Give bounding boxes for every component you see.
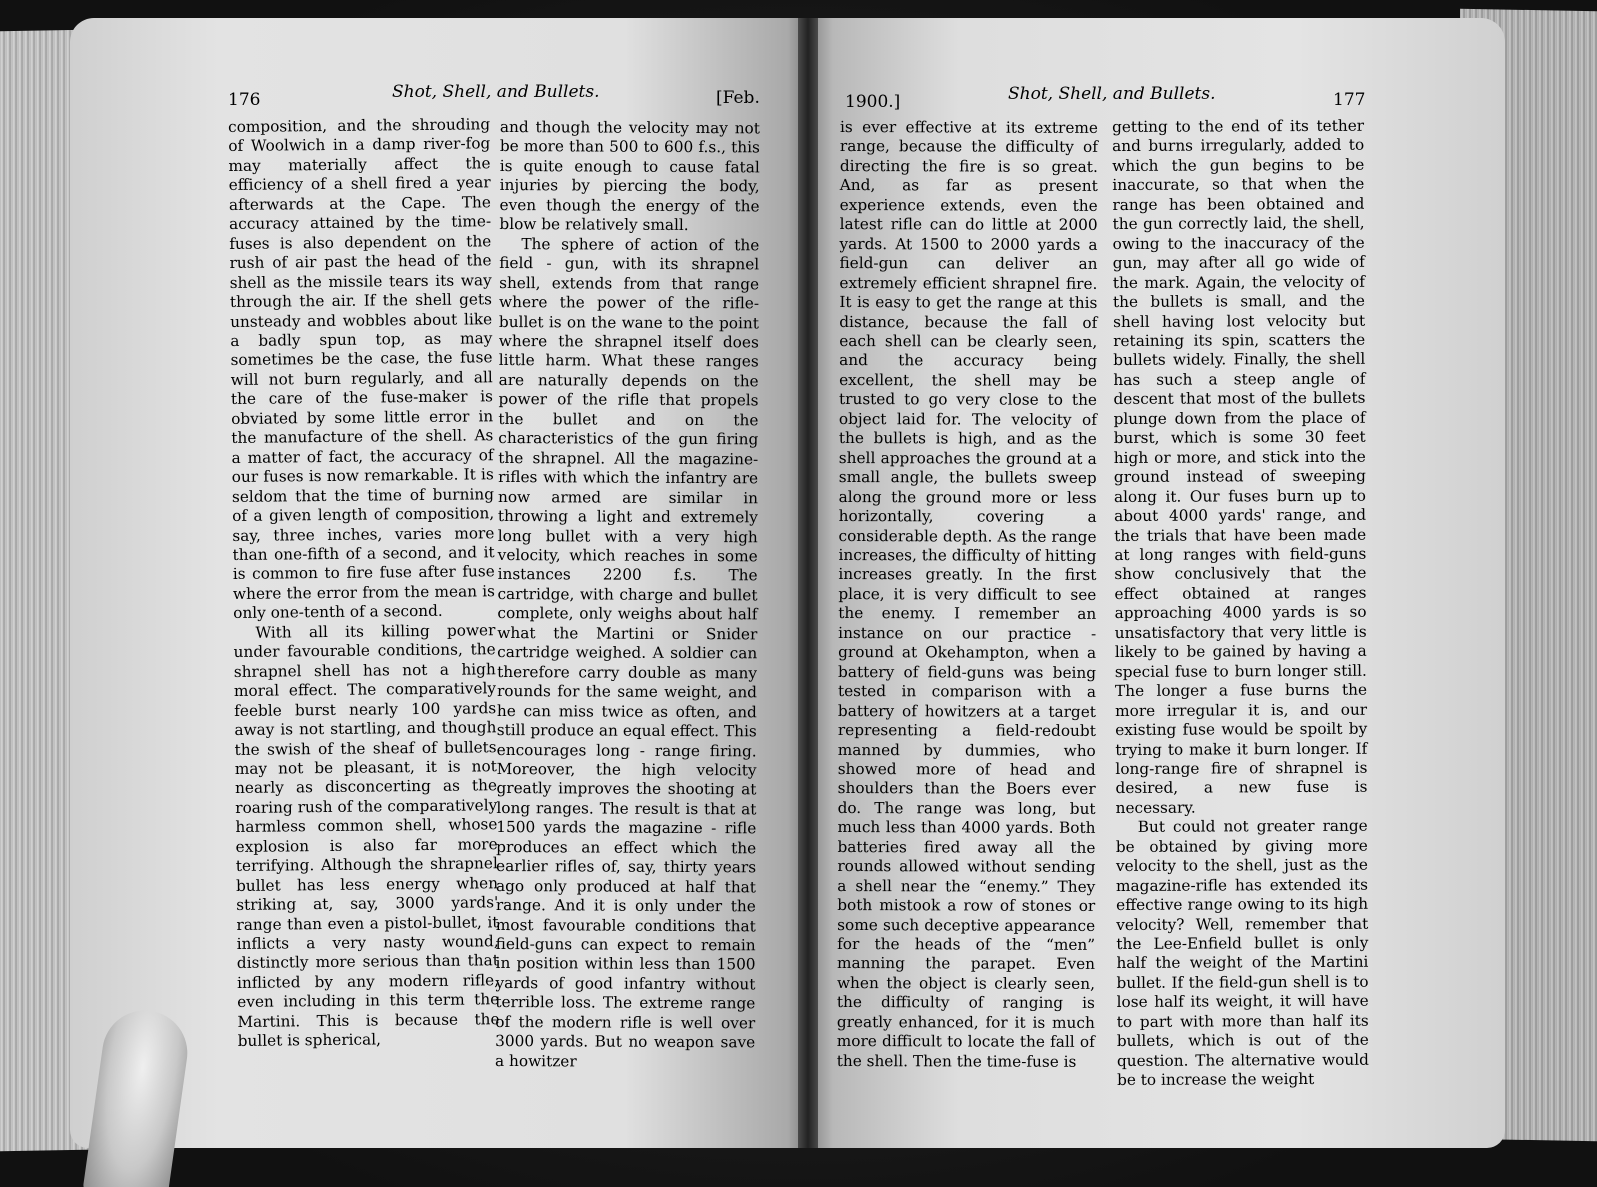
right-running-title: Shot, Shell, and Bullets.	[1008, 84, 1216, 104]
paragraph: getting to the end of its tether and burns irregularly, added to which the gun begins to be inaccurate, so that when the range has been obtained and the gun correctly laid, the shell, owing to the inaccuracy of the gun, may after all go wide of the mark. Again, the velocity of the bullets is small, and the shell having lost velocity but retaining its spin, scatters the bullets widely. Finally, the shell has such a steep angle of descent that most of the bullets plunge down from the place of burst, which is some 30 feet high or more, and stick into the ground instead of sweeping along it. Our fuses burn up to about 4000 yards' range, and the trials that have been made at long ranges with field-guns show conclusively that the effect obtained at ranges approaching 4000 yards is so unsatisfactory that very little is likely to be gained by having a special fuse to burn longer still. The longer a fuse burns the more irregular it is, and our existing fuse would be spoilt by trying to make it burn longer. If long-range fire of shrapnel is desired, a new fuse is necessary.	[1112, 116, 1368, 817]
left-page-column-1	[228, 115, 500, 1051]
left-page-column-2	[495, 118, 760, 1073]
paragraph: is ever effective at its extreme range, because the difficulty of directing the fire is so great. And, as far as present experience extends, even the latest rifle can do little at 2000 yards. At 1500 to 2000 yards a field-gun can deliver an extremely efficient shrapnel fire. It is easy to get the range at this distance, because the fall of each shell can be clearly seen, and the accuracy being excellent, the shell may be trusted to go very close to the object laid for. The velocity of the bullets is high, and as the shell approaches the ground at a small angle, the bullets sweep along the ground more or less horizontally, covering a considerable depth. As the range increases, the difficulty of hitting increases greatly. In the first place, it is very difficult to see the enemy. I remember an instance on our practice - ground at Okehampton, when a battery of field-guns was being tested in comparison with a battery of howitzers at a target representing a field-redoubt manned by dummies, who showed more of head and shoulders than the Boers ever do. The range was long, but much less than 4000 yards. Both batteries fired away all the rounds allowed without sending a shell near the “enemy.” They both mistook a row of stones or some such deceptive appearance for the heads of the “men” manning the parapet. Even when the object is clearly seen, the difficulty of ranging is greatly enhanced, for it is much more difficult to locate the fall of the shell. Then the time-fuse is	[836, 118, 1098, 1071]
paragraph: But could not greater range be obtained by giving more velocity to the shell, just as the magazine-rifle has extended its effective range owing to its high velocity? Well, remember that the Lee-Enfield bullet is only half the weight of the Martini bullet. If the field-gun shell is to lose half its weight, it will have to part with more than half its bullets, which is out of the question. The alternative would be to increase the weight	[1115, 816, 1369, 1090]
right-running-date: 1900.]	[845, 92, 901, 112]
paragraph: and though the velocity may not be more than 500 to 600 f.s., this is quite enough to cause fatal injuries by piercing the body, even though the energy of the blow be relatively small.	[499, 118, 760, 235]
paragraph: composition, and the shrouding of Woolwich in a damp river-fog may materially affect the efficiency of a shell fired a year afterwards at the Cape. The accuracy attained by the time-fuses is also dependent on the rush of air past the head of the shell as the missile tears its way through the air. If the shell gets unsteady and wobbles about like a badly spun top, as may sometimes be the case, the fuse will not burn regularly, and all the care of the fuse-maker is obviated by some little error in the manufacture of the shell. As a matter of fact, the accuracy of our fuses is now remarkable. It is seldom that the time of burning of a given length of composition, say, three inches, varies more than one-fifth of a second, and it is common to fire fuse after fuse where the error from the mean is only one-tenth of a second.	[228, 115, 496, 623]
left-running-title: Shot, Shell, and Bullets.	[392, 82, 600, 102]
right-page-column-1	[837, 118, 1098, 1072]
left-page-number: 176	[228, 90, 261, 110]
book-gutter	[798, 18, 818, 1148]
paragraph: With all its killing power under favourable conditions, the shrapnel shell has not a high moral effect. The comparatively feeble burst nearly 100 yards away is not startling, and though the swish of the sheaf of bullets may not be pleasant, it is not nearly as disconcerting as the roaring rush of the comparatively harmless common shell, whose explosion is also far more terrifying. Although the shrapnel bullet has less energy when striking at, say, 3000 yards' range than even a pistol-bullet, it inflicts a very nasty wound, distinctly more serious than that inflicted by any modern rifle, even including in this term the Martini. This is because the bullet is spherical,	[233, 621, 500, 1051]
right-page-column-2	[1112, 117, 1369, 1091]
right-page-number: 177	[1333, 90, 1366, 110]
paragraph: The sphere of action of the field - gun, with its shrapnel shell, extends from that range where the power of the rifle-bullet is on the wane to the point where the shrapnel itself does little harm. What these ranges are naturally depends on the power of the rifle that propels the bullet and on the characteristics of the gun firing the shrapnel. All the magazine-rifles with which the infantry are now armed are similar in throwing a light and extremely long bullet with a very high velocity, which reaches in some instances 2200 f.s. The cartridge, with charge and bullet complete, only weighs about half what the Martini or Snider cartridge weighed. A soldier can therefore carry double as many rounds for the same weight, and he can miss twice as often, and still produce an equal effect. This encourages long - range firing. Moreover, the high velocity greatly improves the shooting at long ranges. The result is that at 1500 yards the magazine - rifle produces an effect which the earlier rifles of, say, thirty years ago only produced at half that range. And it is only under the most favourable conditions that field-guns can expect to remain in position within less than 1500 yards of good infantry without terrible loss. The extreme range of the modern rifle is well over 3000 yards. But no weapon save a howitzer	[495, 234, 760, 1071]
left-running-date: [Feb.	[716, 88, 760, 108]
